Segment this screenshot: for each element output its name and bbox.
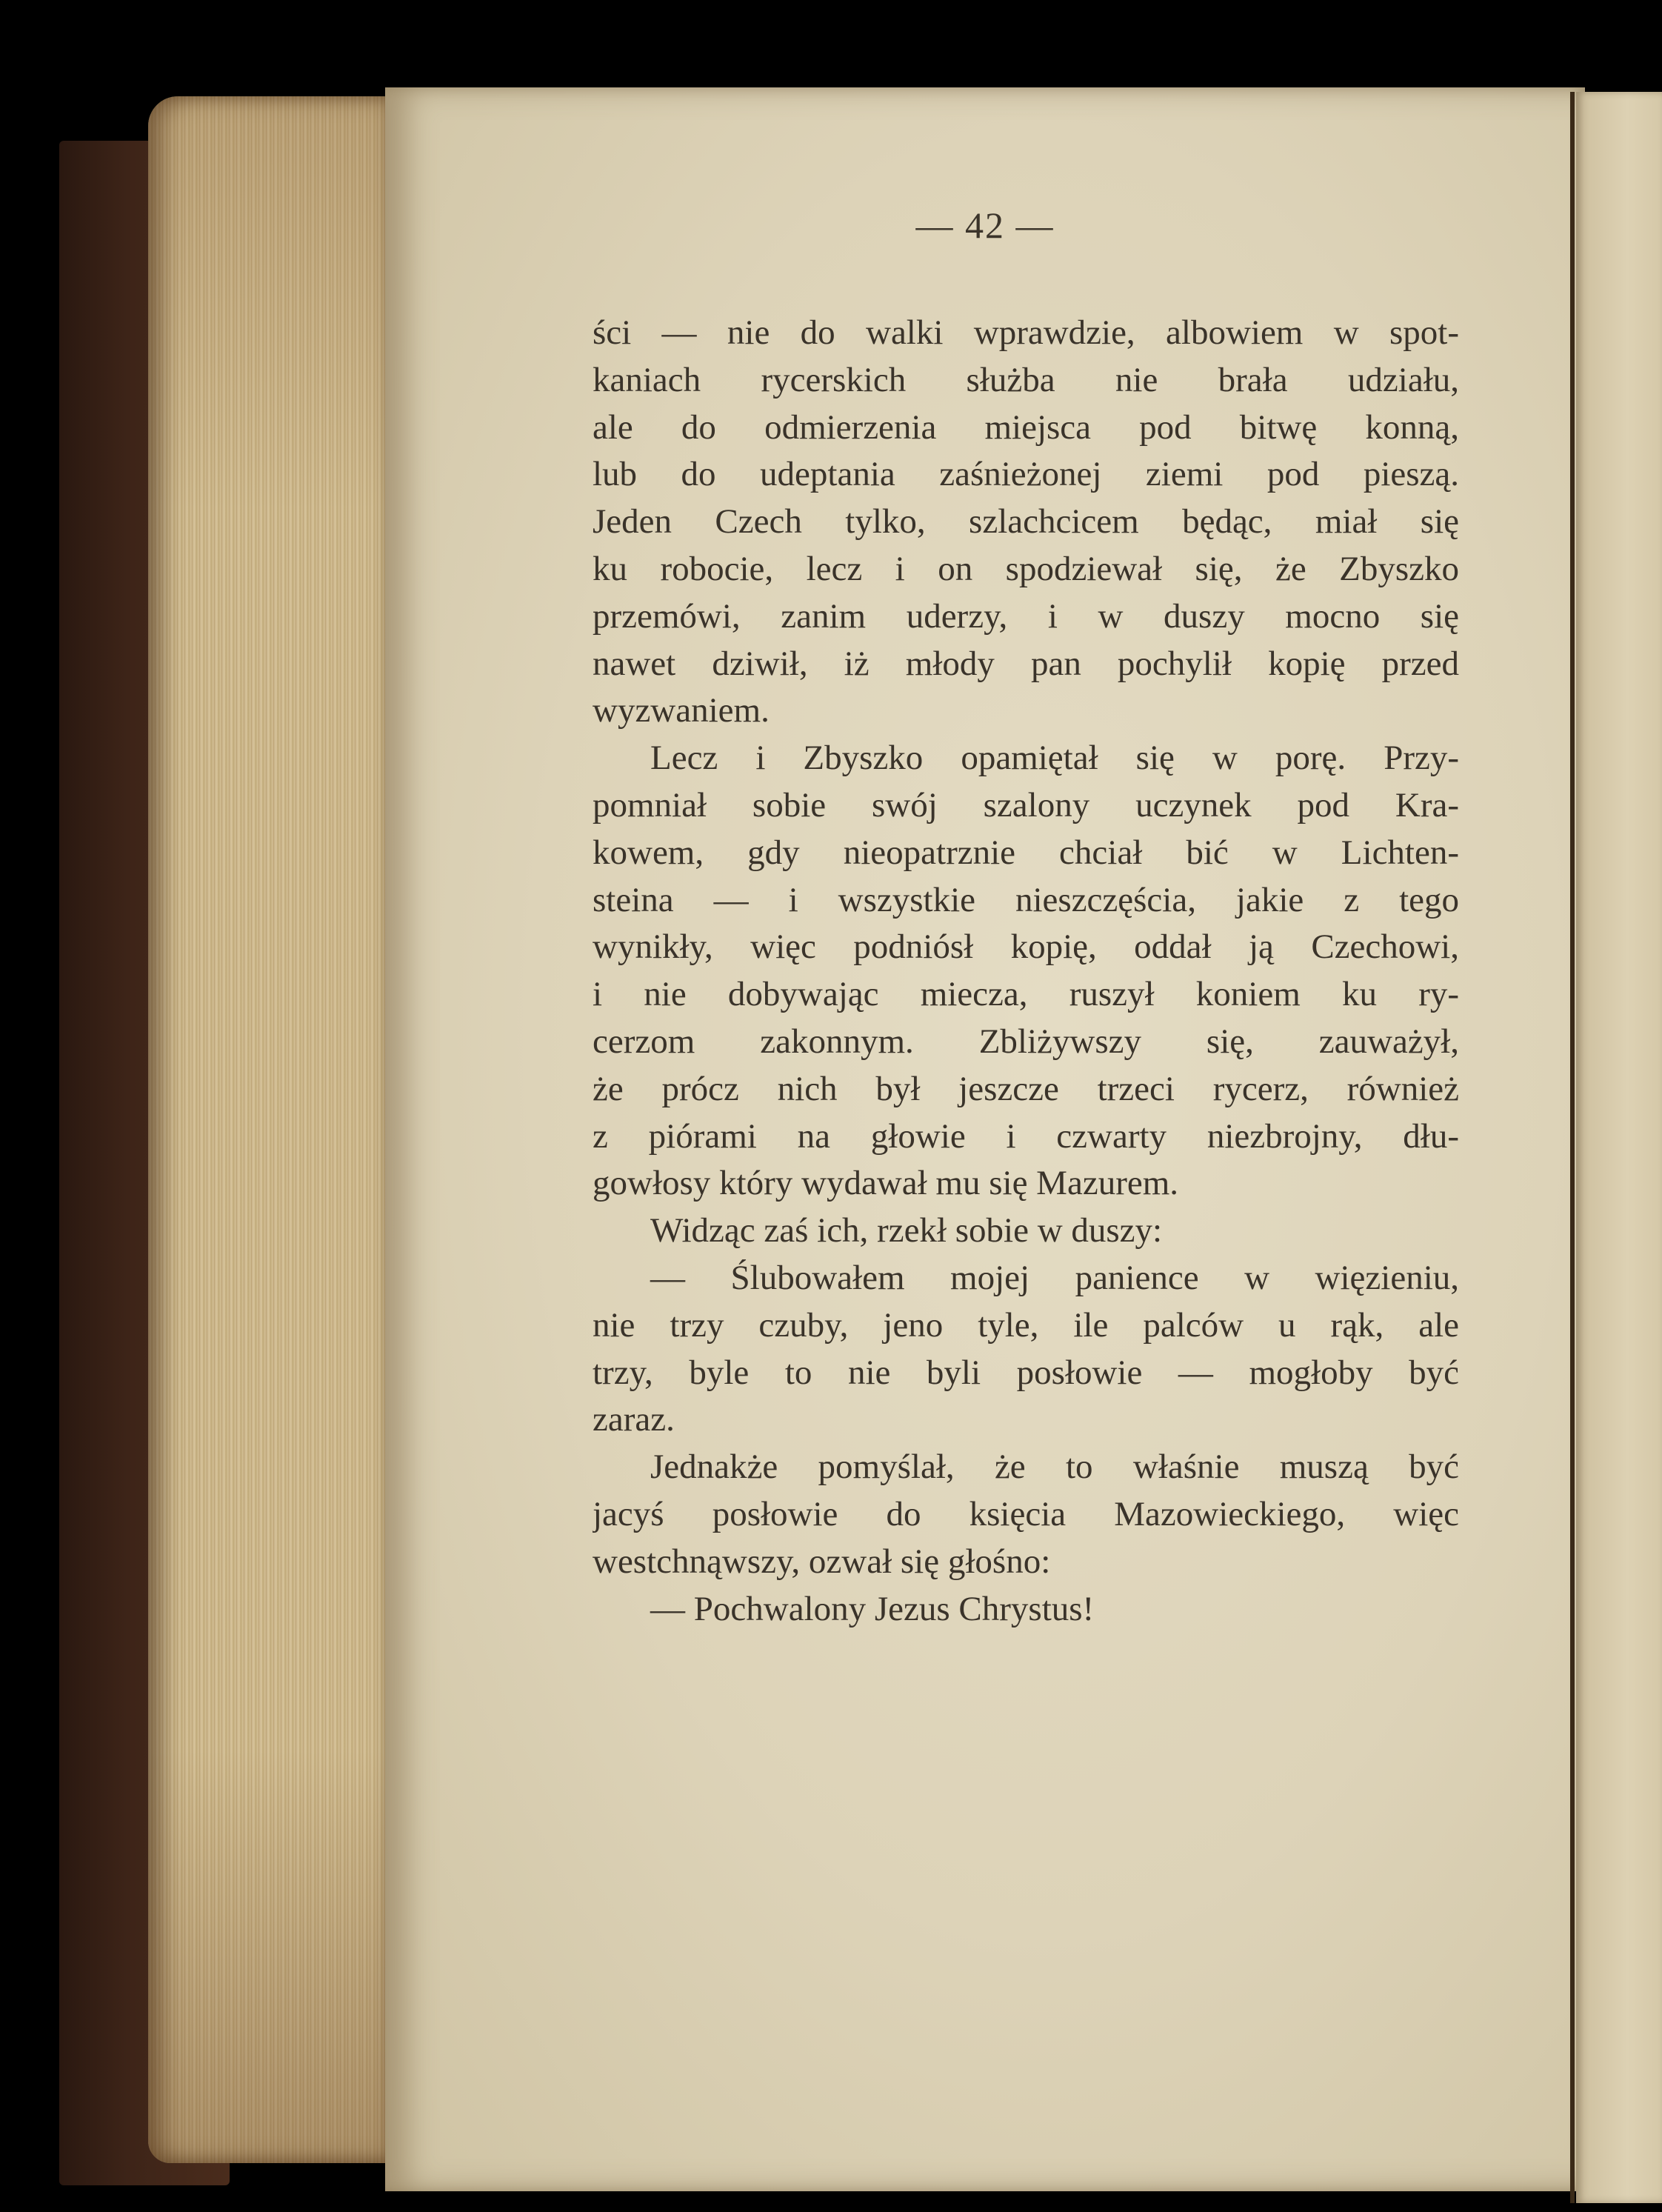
text-line: kowem, gdy nieopatrznie chciał bić w Lichten- xyxy=(593,833,1459,872)
text-line: gowłosy który wydawał mu się Mazurem. xyxy=(593,1164,1179,1203)
text-line: nawet dziwił, iż młody pan pochylił kopię przed xyxy=(593,644,1459,683)
text-line: ści — nie do walki wprawdzie, albowiem w spot- xyxy=(593,313,1459,352)
text-line: przemówi, zanim uderzy, i w duszy mocno się xyxy=(593,596,1459,636)
text-line: trzy, byle to nie byli posłowie — mogłoby być xyxy=(593,1353,1459,1392)
page-text xyxy=(593,310,1459,1633)
text-line: jacyś posłowie do księcia Mazowieckiego, więc xyxy=(593,1494,1459,1533)
text-line: zaraz. xyxy=(593,1400,675,1439)
text-line: steina — i wszystkie nieszczęścia, jakie z tego xyxy=(593,880,1459,919)
text-line: — Pochwalony Jezus Chrystus! xyxy=(650,1589,1095,1628)
text-line: wyzwaniem. xyxy=(593,691,770,730)
text-line: ku robocie, lecz i on spodziewał się, że Zbyszko xyxy=(593,549,1459,588)
text-line: nie trzy czuby, jeno tyle, ile palców u rąk, ale xyxy=(593,1305,1459,1345)
text-line: Jednakże pomyślał, że to właśnie muszą być xyxy=(650,1448,1459,1487)
text-line: — Ślubowałem mojej panience w więzieniu, xyxy=(650,1258,1459,1297)
page-number: — 42 — xyxy=(915,204,1055,246)
text-line: pomniał sobie swój szalony uczynek pod Kra- xyxy=(593,785,1459,824)
text-line: ale do odmierzenia miejsca pod bitwę konną, xyxy=(593,407,1459,447)
text-line: lub do udeptania zaśnieżonej ziemi pod pieszą. xyxy=(593,455,1459,494)
facing-page-edge xyxy=(1576,92,1662,2203)
text-line: i nie dobywając miecza, ruszył koniem ku ry- xyxy=(593,975,1459,1014)
text-line: Widząc zaś ich, rzekł sobie w duszy: xyxy=(650,1211,1163,1250)
page-gutter xyxy=(1570,92,1575,2203)
text-line: Lecz i Zbyszko opamiętał się w porę. Przy- xyxy=(650,739,1459,778)
text-line: westchnąwszy, ozwał się głośno: xyxy=(593,1542,1051,1581)
text-line: cerzom zakonnym. Zbliżywszy się, zauważył, xyxy=(593,1022,1459,1061)
text-line: kaniach rycerskich służba nie brała udziału, xyxy=(593,360,1459,399)
text-line: Jeden Czech tylko, szlachcicem będąc, miał się xyxy=(593,502,1459,542)
text-line: że prócz nich był jeszcze trzeci rycerz, również xyxy=(593,1069,1459,1108)
page-edges xyxy=(148,96,393,2163)
text-line: wynikły, więc podniósł kopię, oddał ją Czechowi, xyxy=(593,927,1459,967)
text-line: z piórami na głowie i czwarty niezbrojny, dłu- xyxy=(593,1116,1459,1156)
